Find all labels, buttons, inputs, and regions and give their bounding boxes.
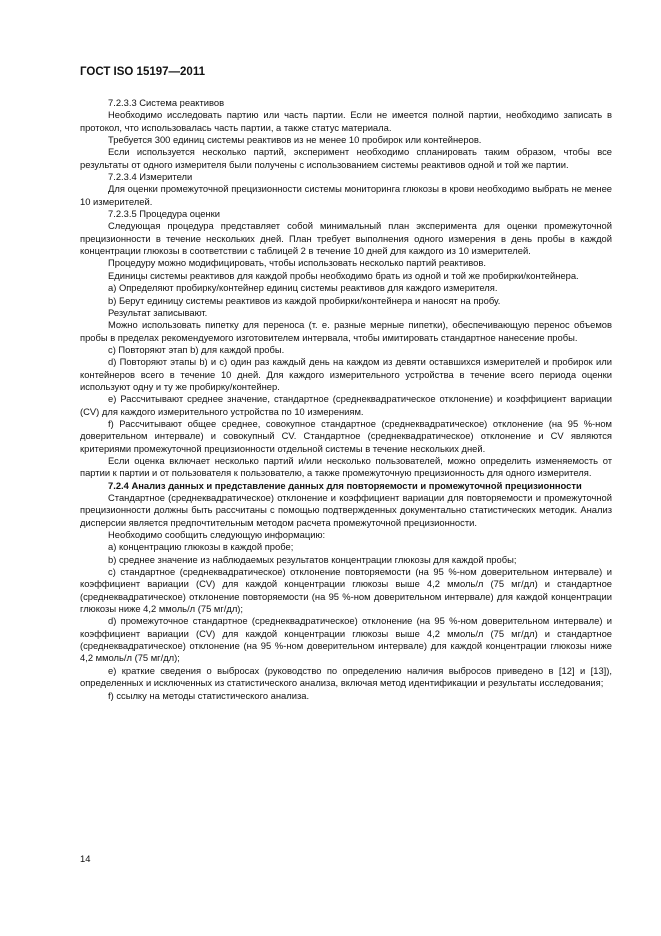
list-item: e) краткие сведения о выбросах (руководство по определению наличия выбросов приведено в [12] и [13]), определенных и исключенных из статистического анализа, включая метод идентификации и результаты исследования; [80, 664, 612, 689]
subsection-heading-7-2-3-4: 7.2.3.4 Измерители [108, 171, 193, 183]
paragraph: Требуется 300 единиц системы реактивов из не менее 10 пробирок или контейнеров. [108, 134, 482, 146]
list-item: d) промежуточное стандартное (среднеквадратическое) отклонение (на 95 %-ном доверительном интервале) и коэффициент вариации (CV) для каждой концентрации глюкозы выше 4,2 ммоль/л (75 мг/дл) и стандартное (среднеквадратическое) отклонение (на 95 %-ном доверительном интервале) для каждой концентрации глюкозы ниже 4,2 ммоль/л (75 мг/дл); [80, 615, 612, 664]
list-item: c) стандартное (среднеквадратическое) отклонение повторяемости (на 95 %-ном доверительном интервале) и коэффициент вариации (CV) для каждой концентрации глюкозы выше 4,2 ммоль/л (75 мг/дл) и стандартное (среднеквадратическое) отклонение повторяемости (на 95 %-ном доверительном интервале) для каждой концентрации глюкозы ниже 4,2 ммоль/л (75 мг/дл); [80, 566, 612, 615]
subsection-heading-7-2-3-3: 7.2.3.3 Система реактивов [108, 97, 225, 108]
paragraph: Единицы системы реактивов для каждой пробы необходимо брать из одной и той же пробирки/контейнера. [108, 269, 579, 281]
paragraph: Стандартное (среднеквадратическое) отклонение и коэффициент вариации для повторяемости и промежуточной прецизионности должны быть рассчитаны с помощью подтвержденных документально статистических методик. Анализ дисперсии является предпочтительным методом расчета промежуточной прецизионности. [80, 492, 612, 528]
paragraph: Процедуру можно модифицировать, чтобы использовать несколько партий реактивов. [108, 257, 486, 269]
paragraph: Если оценка включает несколько партий и/или несколько пользователей, можно определить изменяемость от партии к партии и от пользователя к пользователю, а также промежуточную прецизионность для одного измерителя. [80, 454, 612, 479]
list-item: c) Повторяют этап b) для каждой пробы. [108, 343, 285, 355]
list-item: f) ссылку на методы статистического анализа. [108, 689, 310, 701]
paragraph: Следующая процедура представляет собой минимальный план эксперимента для оценки промежуточной прецизионности в течение нескольких дней. План требует выполнения одного измерения в день пробы в каждой концентрации глюкозы в соответствии с таблицей 2 в течение 10 дней для каждого из 10 измерителей. [80, 220, 612, 257]
section-heading-7-2-4: 7.2.4 Анализ данных и представление данных для повторяемости и промежуточной прецизионности [108, 479, 582, 491]
paragraph: Для оценки промежуточной прецизионности системы мониторинга глюкозы в крови необходимо выбрать не менее 10 измерителей. [80, 183, 612, 207]
page-number: 14 [80, 853, 91, 864]
document-body [80, 97, 612, 702]
list-item: f) Рассчитывают общее среднее, совокупное стандартное (среднеквадратическое) отклонение (на 95 %-ном доверительном интервале) и совокупный CV. Стандартное (среднеквадратическое) отклонение и CV являются критериями промежуточной прецизионности отдельной системы в течение нескольких дней. [80, 417, 612, 454]
list-item: b) среднее значение из наблюдаемых результатов концентрации глюкозы для каждой пробы; [108, 553, 517, 565]
list-item: e) Рассчитывают среднее значение, стандартное (среднеквадратическое отклонение) и коэффициент вариации (CV) для каждого измерительного устройства по 10 измерениям. [80, 393, 612, 417]
paragraph: Необходимо сообщить следующую информацию: [108, 529, 326, 541]
subsection-heading-7-2-3-5: 7.2.3.5 Процедура оценки [108, 208, 221, 220]
paragraph: Необходимо исследовать партию или часть партии. Если не имеется полной партии, необходимо записать в протокол, что использовалась часть партии, а также статус материала. [80, 109, 612, 133]
paragraph: Результат записывают. [108, 306, 208, 318]
list-item: a) концентрацию глюкозы в каждой пробе; [108, 541, 294, 553]
list-item: d) Повторяют этапы b) и c) один раз каждый день на каждом из девяти оставшихся измерителей и пробирок или контейнеров всего в течение 10 дней. Для каждого измерительного устройства в течение всего периода оценки используют одну и ту же пробирку/контейнер. [80, 356, 612, 392]
paragraph: Если используется несколько партий, эксперимент необходимо спланировать таким образом, чтобы все результаты от одного измерителя были получены с использованием системы реактивов одной и той же партии. [80, 146, 612, 170]
list-item: b) Берут единицу системы реактивов из каждой пробирки/контейнера и наносят на пробу. [108, 294, 501, 306]
document-header: ГОСТ ISO 15197—2011 [80, 66, 205, 78]
paragraph: Можно использовать пипетку для переноса (т. е. разные мерные пипетки), обеспечивающую перенос объемов пробы в пределах рекомендуемого изготовителем интервала, чтобы имитировать стандартное нанесение пробы. [80, 319, 612, 343]
list-item: a) Определяют пробирку/контейнер единиц системы реактивов для каждого измерителя. [108, 282, 498, 294]
